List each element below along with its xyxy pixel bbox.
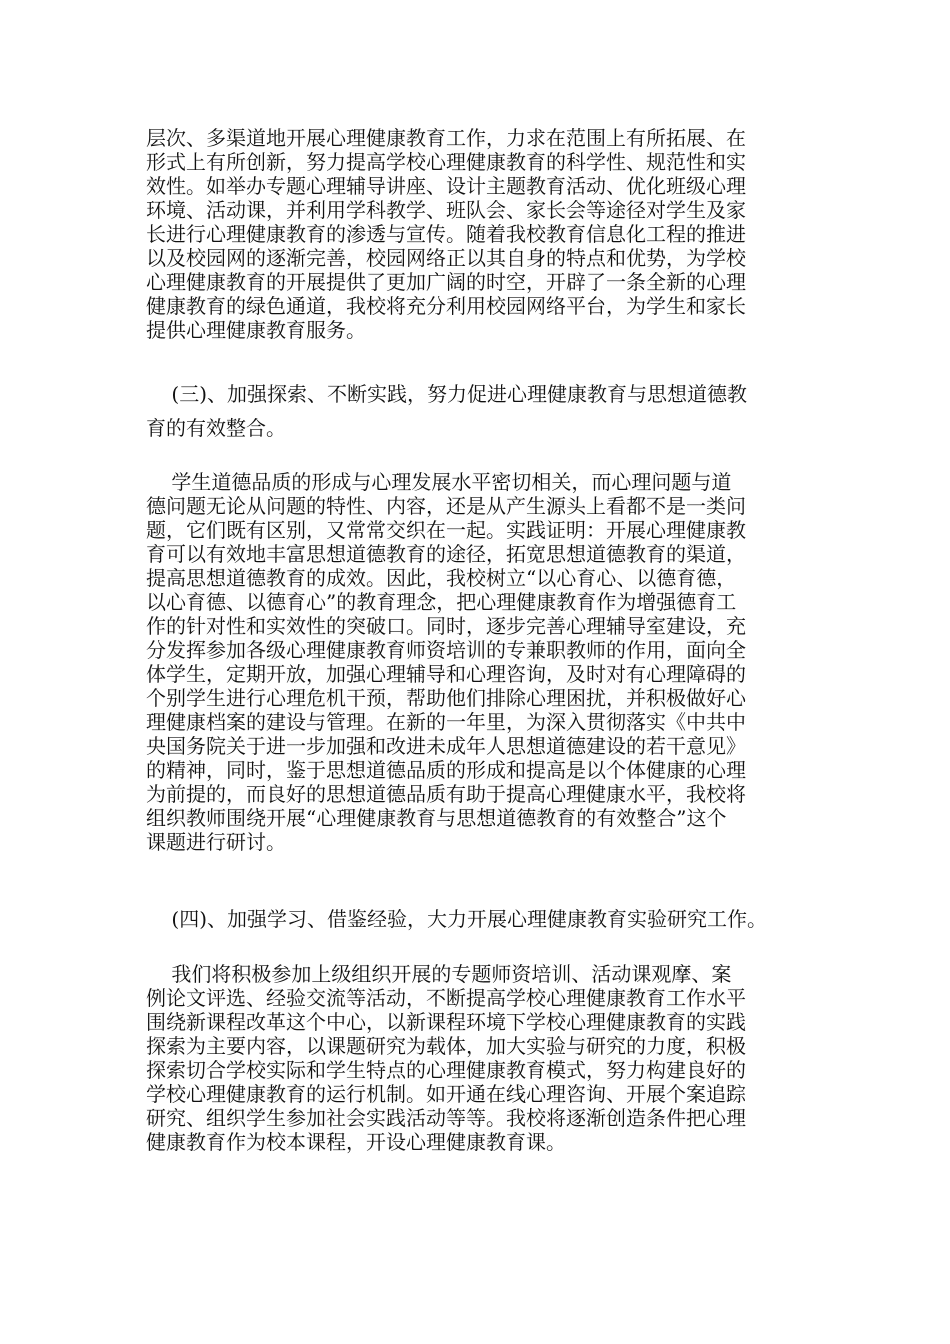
text-line: 分发挥参加各级心理健康教育师资培训的专兼职教师的作用，面向全: [146, 638, 746, 662]
text-line: 提高思想道德教育的成效。因此，我校树立“以心育心、以德育德，: [146, 566, 737, 590]
paragraph-online-education: [146, 126, 816, 342]
text-line: 形式上有所创新，努力提高学校心理健康教育的科学性、规范性和实: [146, 150, 746, 174]
text-line: 题，它们既有区别，又常常交织在一起。实践证明：开展心理健康教: [146, 518, 746, 542]
text-line: 环境、活动课，并利用学科教学、班队会、家长会等途径对学生及家: [146, 198, 746, 222]
text-line: 体学生，定期开放，加强心理辅导和心理咨询，及时对有心理障碍的: [146, 662, 746, 686]
text-line: 课题进行研讨。: [146, 830, 286, 854]
text-line: 为前提的，而良好的思想道德品质有助于提高心理健康水平，我校将: [146, 782, 746, 806]
heading-line: 育的有效整合。: [146, 416, 286, 440]
section-heading-four: [146, 902, 816, 936]
text-line: 育可以有效地丰富思想道德教育的途径，拓宽思想道德教育的渠道，: [146, 542, 746, 566]
text-line: 组织教师围绕开展“心理健康教育与思想道德教育的有效整合”这个: [146, 806, 727, 830]
text-line: 央国务院关于进一步加强和改进未成年人思想道德建设的若干意见》: [146, 734, 746, 758]
text-line: 作的针对性和实效性的突破口。同时，逐步完善心理辅导室建设，充: [146, 614, 746, 638]
text-line: 理健康档案的建设与管理。在新的一年里，为深入贯彻落实《中共中: [146, 710, 746, 734]
text-line: 健康教育的绿色通道，我校将充分利用校园网络平台，为学生和家长: [146, 294, 746, 318]
text-line: 提供心理健康教育服务。: [146, 318, 366, 342]
text-line: 研究、组织学生参加社会实践活动等等。我校将逐渐创造条件把心理: [146, 1106, 746, 1130]
text-line: 围绕新课程改革这个中心，以新课程环境下学校心理健康教育的实践: [146, 1010, 746, 1034]
text-line: 德问题无论从问题的特性、内容，还是从产生源头上看都不是一类问: [146, 494, 746, 518]
heading-line: (三)、加强探索、不断实践，努力促进心理健康教育与思想道德教: [146, 382, 748, 406]
section-heading-three: [146, 377, 816, 445]
text-line: 我们将积极参加上级组织开展的专题师资培训、活动课观摩、案: [146, 962, 732, 986]
text-line: 探索为主要内容，以课题研究为载体，加大实验与研究的力度，积极: [146, 1034, 746, 1058]
heading-line: (四)、加强学习、借鉴经验，大力开展心理健康教育实验研究工作。: [146, 907, 768, 931]
text-line: 例论文评选、经验交流等活动，不断提高学校心理健康教育工作水平: [146, 986, 746, 1010]
text-line: 学生道德品质的形成与心理发展水平密切相关，而心理问题与道: [146, 470, 732, 494]
text-line: 以心育德、以德育心”的教育理念，把心理健康教育作为增强德育工: [146, 590, 737, 614]
text-line: 心理健康教育的开展提供了更加广阔的时空，开辟了一条全新的心理: [146, 270, 746, 294]
paragraph-moral-education: [146, 470, 816, 854]
text-line: 学校心理健康教育的运行机制。如开通在线心理咨询、开展个案追踪: [146, 1082, 746, 1106]
text-line: 效性。如举办专题心理辅导讲座、设计主题教育活动、优化班级心理: [146, 174, 746, 198]
text-line: 探索切合学校实际和学生特点的心理健康教育模式，努力构建良好的: [146, 1058, 746, 1082]
text-line: 健康教育作为校本课程，开设心理健康教育课。: [146, 1130, 566, 1154]
text-line: 长进行心理健康教育的渗透与宣传。随着我校教育信息化工程的推进: [146, 222, 746, 246]
text-line: 个别学生进行心理危机干预，帮助他们排除心理困扰，并积极做好心: [146, 686, 746, 710]
paragraph-experimental-research: [146, 962, 816, 1154]
text-line: 的精神，同时，鉴于思想道德品质的形成和提高是以个体健康的心理: [146, 758, 746, 782]
text-line: 以及校园网的逐渐完善，校园网络正以其自身的特点和优势，为学校: [146, 246, 746, 270]
text-line: 层次、多渠道地开展心理健康教育工作，力求在范围上有所拓展、在: [146, 126, 746, 150]
